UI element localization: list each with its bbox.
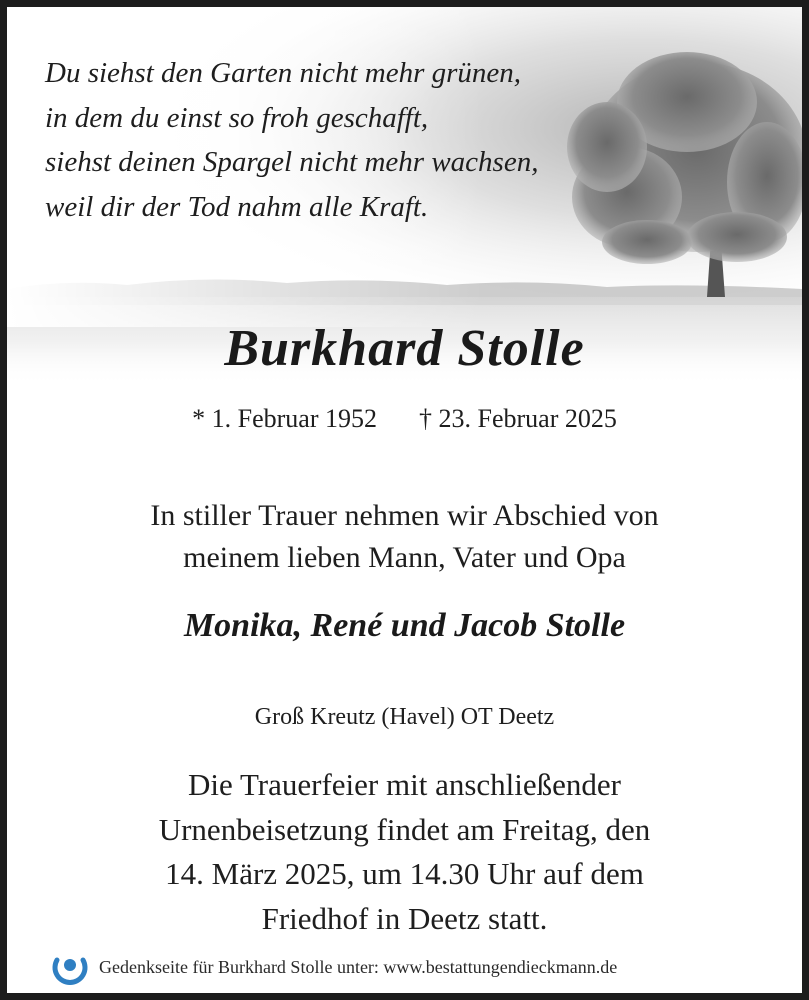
service-line: Friedhof in Deetz statt. xyxy=(261,900,548,936)
poem-line: in dem du einst so froh geschafft, xyxy=(45,101,429,134)
poem-line: siehst deinen Spargel nicht mehr wachsen, xyxy=(45,146,539,178)
service-line: 14. März 2025, um 14.30 Uhr auf dem xyxy=(165,856,644,891)
life-dates xyxy=(7,404,802,434)
deceased-name: Burkhard Stolle xyxy=(224,320,585,377)
poem xyxy=(45,51,538,229)
statement-line: In stiller Trauer nehmen wir Abschied von xyxy=(150,499,659,532)
service-line: Urnenbeisetzung findet am Freitag, den xyxy=(158,811,651,847)
poem-line: weil dir der Tod nahm alle Kraft. xyxy=(45,190,429,223)
location: Groß Kreutz (Havel) OT Deetz xyxy=(254,704,555,730)
service-line: Die Trauerfeier mit anschließender xyxy=(188,767,621,802)
memorial-footer xyxy=(51,947,617,987)
service-details xyxy=(7,763,802,941)
death-date: † 23. Februar 2025 xyxy=(419,404,617,433)
family-names: Monika, René und Jacob Stolle xyxy=(183,607,626,644)
birth-date: * 1. Februar 1952 xyxy=(192,404,377,433)
memorial-page-link[interactable]: Gedenkseite für Burkhard Stolle unter: www.bestattungendieckmann.de xyxy=(99,956,618,977)
mourning-statement xyxy=(7,495,802,579)
statement-line: meinem lieben Mann, Vater und Opa xyxy=(183,541,626,574)
memorial-person-circle-icon xyxy=(51,948,89,986)
poem-line: Du siehst den Garten nicht mehr grünen, xyxy=(45,57,522,89)
